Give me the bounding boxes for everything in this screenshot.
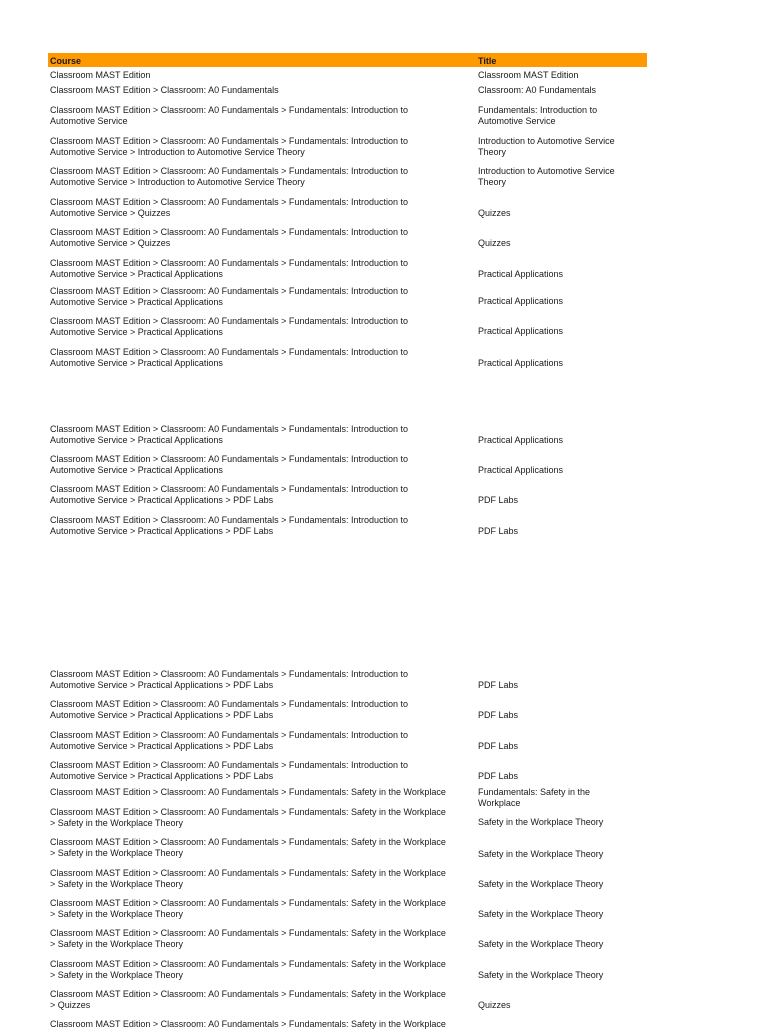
course-cell: Classroom MAST Edition > Classroom: A0 Fundamentals > Fundamentals: Safety in the Workplace > Safety in the Workplace Theory [50,928,446,949]
title-cell: Safety in the Workplace Theory [478,817,604,827]
title-cell: PDF Labs [478,771,519,781]
course-cell: Classroom MAST Edition > Classroom: A0 Fundamentals > Fundamentals: Introduction to Automotive Service > Quizzes [50,227,409,248]
title-cell: Quizzes [478,208,511,218]
title-cell: PDF Labs [478,710,519,720]
spreadsheet [48,0,648,1029]
course-cell: Classroom MAST Edition > Classroom: A0 Fundamentals > Fundamentals: Introduction to Automotive Service > Practical Applications [50,424,409,445]
title-cell: Classroom MAST Edition [478,70,579,80]
course-cell: Classroom MAST Edition > Classroom: A0 Fundamentals > Fundamentals: Introduction to Automotive Service > Quizzes [50,197,409,218]
course-cell: Classroom MAST Edition > Classroom: A0 Fundamentals > Fundamentals: Safety in the Workplace > Safety in the Workplace Theory [50,898,446,919]
course-cell: Classroom MAST Edition > Classroom: A0 Fundamentals [50,85,279,95]
title-cell: Safety in the Workplace Theory [478,970,604,980]
title-cell: Practical Applications [478,296,564,306]
title-cell: PDF Labs [478,526,519,536]
course-cell: Classroom MAST Edition > Classroom: A0 Fundamentals > Fundamentals: Introduction to Automotive Service > Practical Applications > PDF Labs [50,515,409,536]
course-cell: Classroom MAST Edition > Classroom: A0 Fundamentals > Fundamentals: Introduction to Automotive Service > Introduction to Automotive Service Theory [50,136,409,157]
title-cell: Classroom: A0 Fundamentals [478,85,597,95]
header-title[interactable]: Title [478,56,497,66]
course-cell: Classroom MAST Edition > Classroom: A0 Fundamentals > Fundamentals: Introduction to Automotive Service > Practical Applications > PDF Labs [50,730,409,751]
course-cell: Classroom MAST Edition > Classroom: A0 Fundamentals > Fundamentals: Introduction to Automotive Service > Practical Applications > PDF Labs [50,669,409,690]
course-cell: Classroom MAST Edition [50,70,151,80]
title-cell: Practical Applications [478,269,564,279]
title-cell: Fundamentals: Introduction to Automotive Service [478,105,598,126]
title-cell: PDF Labs [478,741,519,751]
title-cell: Practical Applications [478,358,564,368]
title-cell: Introduction to Automotive Service Theory [478,136,615,157]
title-cell: Safety in the Workplace Theory [478,909,604,919]
title-cell: Quizzes [478,238,511,248]
course-cell: Classroom MAST Edition > Classroom: A0 Fundamentals > Fundamentals: Safety in the Workplace > Safety in the Workplace Theory [50,868,446,889]
title-cell: Fundamentals: Safety in the Workplace [478,787,591,808]
title-cell: Safety in the Workplace Theory [478,879,604,889]
title-cell: Quizzes [478,1000,511,1010]
course-cell: Classroom MAST Edition > Classroom: A0 Fundamentals > Fundamentals: Introduction to Automotive Service > Practical Applications [50,347,409,368]
header-row [48,53,647,67]
title-cell: Practical Applications [478,435,564,445]
course-cell: Classroom MAST Edition > Classroom: A0 Fundamentals > Fundamentals: Introduction to Automotive Service > Practical Applications [50,316,409,337]
course-cell: Classroom MAST Edition > Classroom: A0 Fundamentals > Fundamentals: Introduction to Automotive Service [50,105,409,126]
course-cell: Classroom MAST Edition > Classroom: A0 Fundamentals > Fundamentals: Introduction to Automotive Service > Introduction to Automotive Service Theory [50,166,409,187]
title-cell: Practical Applications [478,326,564,336]
course-cell: Classroom MAST Edition > Classroom: A0 Fundamentals > Fundamentals: Introduction to Automotive Service > Practical Applications > PDF Labs [50,484,409,505]
title-cell: Safety in the Workplace Theory [478,849,604,859]
header-course[interactable]: Course [50,56,82,66]
course-cell: Classroom MAST Edition > Classroom: A0 Fundamentals > Fundamentals: Introduction to Automotive Service > Practical Applications > PDF Labs [50,760,409,781]
title-cell: PDF Labs [478,680,519,690]
course-cell: Classroom MAST Edition > Classroom: A0 Fundamentals > Fundamentals: Introduction to Automotive Service > Practical Applications [50,258,409,279]
course-cell: Classroom MAST Edition > Classroom: A0 Fundamentals > Fundamentals: Safety in the Workplace > Safety in the Workplace Theory [50,837,446,858]
course-cell: Classroom MAST Edition > Classroom: A0 Fundamentals > Fundamentals: Safety in the Workplace > Safety in the Workplace Theory [50,807,446,828]
course-cell: Classroom MAST Edition > Classroom: A0 Fundamentals > Fundamentals: Safety in the Workplace > Safety in the Workplace Theory [50,959,446,980]
course-cell: Classroom MAST Edition > Classroom: A0 Fundamentals > Fundamentals: Safety in the Workplace [50,787,446,797]
course-cell: Classroom MAST Edition > Classroom: A0 Fundamentals > Fundamentals: Safety in the Workplace > Quizzes [50,989,446,1010]
course-cell: Classroom MAST Edition > Classroom: A0 Fundamentals > Fundamentals: Introduction to Automotive Service > Practical Applications > PDF Labs [50,699,409,720]
course-cell: Classroom MAST Edition > Classroom: A0 Fundamentals > Fundamentals: Safety in the Workplace [50,1019,446,1029]
course-cell: Classroom MAST Edition > Classroom: A0 Fundamentals > Fundamentals: Introduction to Automotive Service > Practical Applications [50,454,409,475]
title-cell: Safety in the Workplace Theory [478,939,604,949]
title-cell: Introduction to Automotive Service Theory [478,166,615,187]
title-cell: PDF Labs [478,495,519,505]
title-cell: Practical Applications [478,465,564,475]
course-cell: Classroom MAST Edition > Classroom: A0 Fundamentals > Fundamentals: Introduction to Automotive Service > Practical Applications [50,286,409,307]
